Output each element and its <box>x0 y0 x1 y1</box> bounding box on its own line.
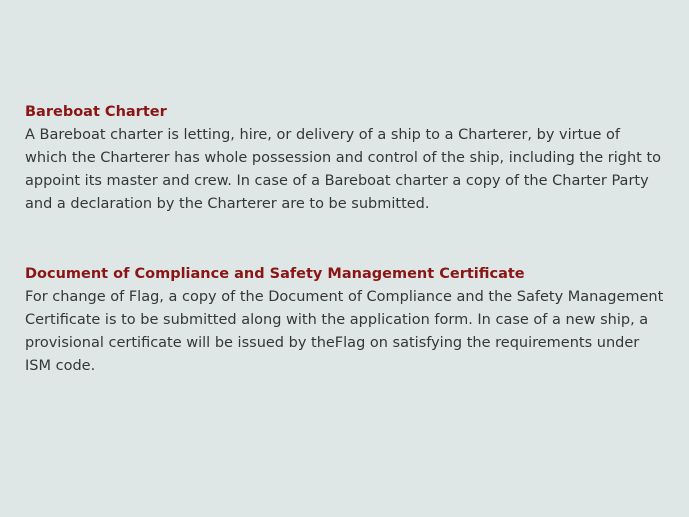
section-paragraph: For change of Flag, a copy of the Document of Compliance and the Safety Management Certificate is to be submitted along with the application form. In case of a new ship, a provisional certificate will be issued by theFlag on satisfying the requirements under ISM code. <box>25 289 664 374</box>
content-area <box>25 101 665 378</box>
section-heading: Bareboat Charter <box>25 104 167 120</box>
section-heading: Document of Compliance and Safety Management Certificate <box>25 266 525 282</box>
section-bareboat-charter <box>25 101 665 216</box>
section-document-of-compliance <box>25 263 665 378</box>
section-paragraph: A Bareboat charter is letting, hire, or delivery of a ship to a Charterer, by virtue of which the Charterer has whole possession and control of the ship, including the right to appoint its master and crew. In case of a Bareboat charter a copy of the Charter Party and a declaration by the Charterer are to be submitted. <box>25 127 662 212</box>
